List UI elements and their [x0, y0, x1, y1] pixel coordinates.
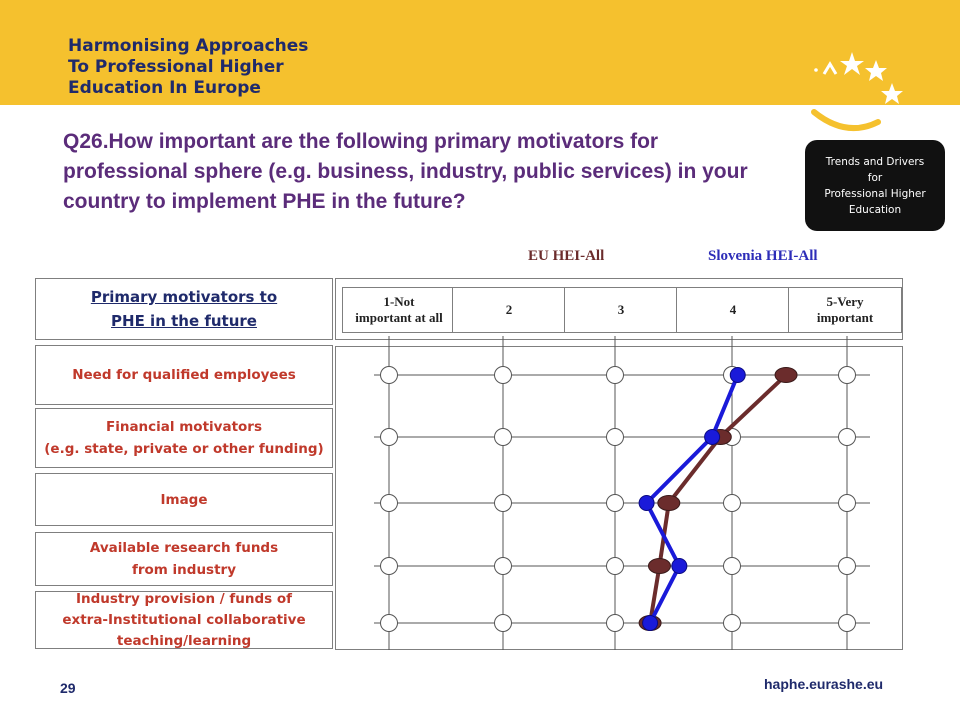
grid-node	[724, 495, 741, 512]
grid-node	[381, 615, 398, 632]
category-label: Available research funds from industry	[35, 532, 333, 586]
category-label: Financial motivators (e.g. state, private or other funding)	[35, 408, 333, 468]
grid-node	[607, 429, 624, 446]
data-point-slovenia	[643, 616, 658, 631]
data-point-slovenia	[672, 559, 687, 574]
grid-node	[495, 558, 512, 575]
grid-node	[495, 615, 512, 632]
grid-node	[839, 615, 856, 632]
grid-node	[381, 495, 398, 512]
question-title: Q26.How important are the following primary motivators for professional sphere (e.g. business, industry, public services) in your country to implement PHE in the future?	[63, 130, 748, 213]
scale-label-2: 2	[452, 287, 566, 333]
badge-line: Education	[848, 203, 902, 216]
data-point-eu	[648, 559, 670, 574]
scale-label-4: 4	[676, 287, 790, 333]
scale-label-5: 5-Very important	[788, 287, 902, 333]
category-label: Need for qualified employees	[35, 345, 333, 405]
grid-node	[381, 558, 398, 575]
grid-node	[381, 367, 398, 384]
legend-slovenia: Slovenia HEI-All	[708, 248, 818, 264]
grid-node	[607, 615, 624, 632]
project-title-line: Education In Europe	[68, 78, 261, 98]
badge-line: Professional Higher	[824, 187, 926, 200]
grid-node	[839, 429, 856, 446]
badge-line: Trends and Drivers	[825, 155, 925, 168]
scale-label-1: 1-Not important at all	[342, 287, 456, 333]
grid-node	[607, 495, 624, 512]
grid-node	[495, 429, 512, 446]
grid-node	[724, 558, 741, 575]
scale-label-3: 3	[564, 287, 678, 333]
data-point-slovenia	[639, 496, 654, 511]
data-point-slovenia	[705, 430, 720, 445]
grid-node	[495, 495, 512, 512]
site-url: haphe.eurashe.eu	[764, 676, 884, 692]
grid-node	[839, 495, 856, 512]
data-point-eu	[658, 496, 680, 511]
grid-node	[607, 367, 624, 384]
category-label: Image	[35, 473, 333, 526]
grid-node	[607, 558, 624, 575]
grid-node	[724, 615, 741, 632]
grid-node	[839, 558, 856, 575]
legend-eu: EU HEI-All	[528, 248, 605, 264]
data-point-slovenia	[730, 368, 745, 383]
grid-node	[839, 367, 856, 384]
data-point-eu	[775, 368, 797, 383]
project-title-line: Harmonising Approaches	[68, 36, 309, 56]
row-header-line: Primary motivators to	[90, 288, 278, 306]
page-number: 29	[60, 680, 76, 696]
category-label: Industry provision / funds of extra-Institutional collaborative teaching/learning	[35, 591, 333, 649]
grid-node	[381, 429, 398, 446]
badge-line: for	[867, 171, 883, 184]
grid-node	[495, 367, 512, 384]
row-header-line: PHE in the future	[111, 312, 257, 330]
project-title-line: To Professional Higher	[68, 57, 284, 77]
